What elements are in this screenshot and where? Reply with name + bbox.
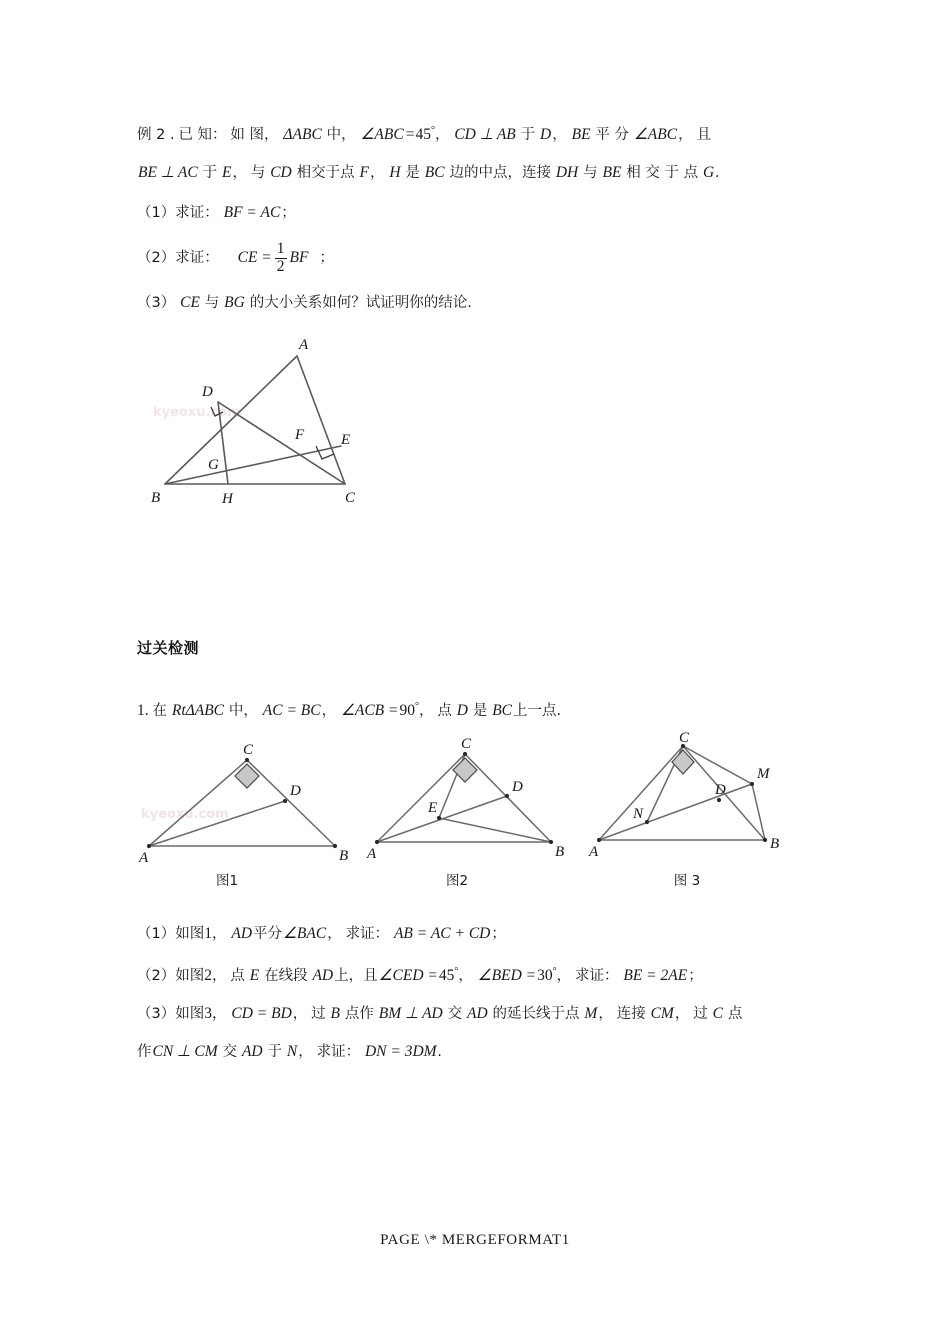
example-shi: 是 (405, 165, 420, 182)
check-q1-comma1: ， (321, 703, 337, 720)
sub-q3-comma: ， (211, 1006, 227, 1023)
example-dh: DH (555, 164, 579, 182)
fig1-vertex-D (283, 799, 287, 803)
figure-2-svg (367, 738, 597, 863)
sub-q1-number: （1） (137, 926, 176, 943)
fig2-label-C: C (461, 736, 472, 753)
example-statement-line2 (137, 154, 827, 192)
sub-q3-expression: DN = 3DM (364, 1043, 437, 1061)
sub-q3-fig-num: 3 (204, 1005, 212, 1023)
example-point-d: D (540, 126, 552, 144)
example-yu-with: 与 (250, 165, 266, 182)
fig2-segment-EB (439, 818, 551, 842)
degree-icon-2: ° (415, 701, 419, 713)
sub-q1-comma2: ， (327, 926, 342, 943)
example-yu2: 于 (202, 165, 218, 182)
fig3-segment-AM (599, 784, 752, 840)
sub-question-3-line1 (137, 995, 827, 1033)
sub-question-3-line2 (137, 1033, 827, 1071)
fig3-label-N: N (633, 806, 644, 823)
figure-3-container (589, 730, 827, 890)
figure-label-D: D (202, 384, 213, 401)
fig2-vertex-E (437, 816, 441, 820)
sub-q3-ad: AD (467, 1005, 488, 1023)
example-cd: CD (270, 164, 292, 182)
fig1-label-A: A (139, 850, 149, 867)
sub-q3-zuo2: 作 (137, 1044, 152, 1061)
sub-q3-yu: 于 (267, 1044, 282, 1061)
example-given-prefix: 已 知： (178, 127, 227, 144)
example-comma2: ， (552, 127, 567, 144)
q1-prove-label: 求证： (175, 205, 219, 222)
example-intersect-at: 相交于点 (296, 165, 355, 182)
q2-semicolon: ； (319, 250, 334, 267)
figure-label-F: F (295, 427, 305, 444)
figure-label-G: G (208, 457, 219, 474)
check-q1-bc: BC (492, 702, 513, 720)
check-q1-ac-eq-bc: AC = BC (262, 702, 321, 720)
sub-q2-comma3: ， (556, 968, 572, 985)
sub-q3-ad2: AD (241, 1043, 263, 1061)
sub-q1-ad: AD (231, 925, 253, 943)
fig1-vertex-C (245, 758, 249, 762)
figure-label-A: A (299, 337, 309, 354)
sub-q2-point-e: E (249, 967, 260, 985)
example-be: BE (571, 126, 591, 144)
sub-q3-comma4: ， (674, 1006, 690, 1023)
fig3-vertex-M (750, 782, 754, 786)
sub-q3-bm-perp-ad: BM ⊥ AD (378, 1005, 443, 1023)
sub-q1-comma: ， (211, 926, 227, 943)
example-bc: BC (424, 164, 445, 182)
sub-q2-ad: AD (312, 967, 334, 985)
q2-fraction (273, 241, 289, 275)
sub-q2-on-segment: 在线段 (264, 968, 308, 985)
fig1-label-B: B (339, 848, 349, 865)
example-label: 例 2 . (137, 127, 175, 144)
fig3-vertex-N (645, 820, 649, 824)
sub-q3-point-n: N (286, 1043, 298, 1061)
sub-q1-bisect: 平分 (253, 926, 283, 943)
fig2-vertex-C (463, 752, 467, 756)
example-cd-perp-ab: CD ⊥ AB (454, 126, 516, 144)
sub-q3-zuo: 点作 (344, 1006, 374, 1023)
example-comma5: ， (369, 165, 385, 182)
q3-yu: 与 (204, 295, 220, 312)
check-q1-point-d: D (456, 702, 468, 720)
sub-q1-angle-bac: ∠BAC (283, 925, 327, 943)
check-q1-deg90: 90 (399, 702, 415, 720)
example-intersect-at2: 相 交 于 点 (626, 165, 699, 182)
q1-semicolon: ； (281, 205, 296, 222)
example-be2: BE (602, 164, 622, 182)
q3-text: 的大小关系如何？试证明你的结论. (249, 295, 472, 312)
sub-q3-cd-eq-bd: CD = BD (231, 1005, 292, 1023)
fig3-segment-AC (599, 746, 683, 840)
example-question-1 (137, 194, 827, 232)
fig3-segment-CM (683, 746, 752, 784)
check-q1-comma2: ， (419, 703, 434, 720)
sub-q2-dian: 点 (230, 968, 245, 985)
fig2-vertex-B (549, 840, 553, 844)
fig3-label-M: M (757, 766, 770, 783)
fig1-segment-CB (247, 760, 335, 846)
example-bisects: 平 分 (595, 127, 630, 144)
figure-label-C: C (345, 490, 356, 507)
q1-expression: BF = AC (223, 204, 281, 222)
sub-q2-shang: 上， (334, 968, 364, 985)
sub-q3-dian: 点 (727, 1006, 743, 1023)
sub-q3-ru: 如图 (175, 1006, 205, 1023)
segment-AC (297, 356, 345, 484)
example-angle-abc2: ∠ABC (633, 126, 678, 144)
fig2-label-A: A (367, 846, 377, 863)
segment-BA (165, 356, 297, 484)
sub-q3-point-m: M (584, 1005, 598, 1023)
sub-q3-point-b: B (330, 1005, 340, 1023)
sub-q2-prove: 求证： (574, 968, 619, 985)
figure-1-container (137, 738, 367, 889)
example-comma1: ， (434, 127, 450, 144)
figure-3-svg (589, 730, 827, 863)
sub-q3-comma5: ， (298, 1044, 313, 1061)
sub-q3-prove: 求证： (316, 1044, 361, 1061)
example-comma3: ， (678, 127, 693, 144)
figure-label-B: B (151, 490, 161, 507)
example-bian-midpoint: 边的中点，连接 (449, 165, 551, 182)
figure-1-caption: 图1 (215, 873, 239, 890)
sub-q2-value1: 45 (438, 967, 455, 985)
fig3-label-C: C (679, 730, 690, 747)
q2-fraction-denominator: 2 (276, 257, 285, 275)
q2-lhs: CE = (237, 249, 272, 267)
example-question-2 (137, 232, 827, 284)
check-q1-dian: 点 (437, 703, 452, 720)
sub-q1-semicolon: ； (491, 926, 506, 943)
figure-label-H: H (222, 491, 233, 508)
example-statement-line1 (137, 112, 827, 154)
example-point-h: H (389, 164, 401, 182)
page-footer: PAGE \* MERGEFORMAT1 (380, 1232, 570, 1248)
degree-icon-4: ° (552, 966, 557, 978)
q2-rhs: BF (289, 249, 309, 267)
fig3-label-D: D (715, 782, 726, 799)
check-q1-zhong: 中， (228, 703, 258, 720)
sub-q1-expression: AB = AC + CD (393, 925, 491, 943)
sub-q3-guo: 过 (311, 1006, 326, 1023)
sub-q3-guo2: 过 (693, 1006, 708, 1023)
fig3-vertex-D (717, 798, 721, 802)
figure-2-container (367, 738, 597, 889)
sub-q2-semicolon: ； (688, 968, 703, 985)
check-q1-rt-triangle: RtΔABC (171, 702, 225, 720)
q3-number: （3） (137, 295, 176, 312)
example-be-perp-ac: BE ⊥ AC (138, 164, 198, 182)
example-qie: 且 (696, 127, 711, 144)
sub-q2-comma: ， (211, 968, 227, 985)
figure-1-svg (137, 738, 367, 867)
sub-q2-angle-ced: ∠CED = (378, 967, 438, 985)
fig3-label-B: B (770, 836, 780, 853)
check-q1-number: 1. (137, 702, 149, 720)
fig1-label-C: C (243, 742, 254, 759)
figures-row (137, 730, 827, 890)
sub-q2-comma2: ， (458, 968, 473, 985)
example-question-3 (137, 284, 827, 322)
figure-example2-svg (145, 334, 385, 509)
q3-bg: BG (224, 294, 245, 312)
figure1-watermark: kyeoxu.com (141, 807, 229, 823)
sub-q2-expression: BE = 2AE (623, 967, 688, 985)
fig3-vertex-B (763, 838, 767, 842)
fig1-label-D: D (290, 783, 301, 800)
example-triangle-abc: ΔABC (283, 126, 322, 144)
sub-q3-lianjie: 连接 (616, 1006, 646, 1023)
sub-q1-ru: 如图 (175, 926, 205, 943)
example-comma4: ， (232, 165, 247, 182)
example-point-f: F (359, 164, 369, 182)
example-with2: 与 (583, 165, 598, 182)
q3-ce: CE (180, 294, 200, 312)
fig2-label-B: B (555, 844, 565, 861)
figure-3-caption: 图 3 (673, 873, 701, 890)
figure-watermark: kyeoxu.com (153, 405, 241, 421)
document-content (137, 112, 827, 1071)
sub-q3-comma2: ， (292, 1006, 308, 1023)
fig1-segment-AC (149, 760, 247, 846)
fig2-segment-AC (377, 754, 465, 842)
example-yu1: 于 (520, 127, 536, 144)
q2-fraction-numerator: 1 (276, 240, 285, 258)
example-zhong: 中， (326, 127, 356, 144)
sub-q3-number: （3） (137, 1006, 176, 1023)
check-question-1 (137, 688, 827, 730)
example-period: . (715, 164, 720, 182)
q2-prove-label: 求证： (175, 250, 219, 267)
sub-q2-angle-bed: ∠BED = (477, 967, 537, 985)
sub-q3-comma3: ， (598, 1006, 613, 1023)
section-title-check: 过关检测 (137, 639, 200, 658)
sub-q3-cm: CM (650, 1005, 674, 1023)
fig3-vertex-A (597, 838, 601, 842)
fig1-vertex-B (333, 844, 337, 848)
sub-q3-jiao: 交 (447, 1006, 463, 1023)
fig2-vertex-A (375, 840, 379, 844)
sub-q3-extension: 的延长线于点 (492, 1006, 580, 1023)
fig1-vertex-A (147, 844, 151, 848)
example-point-e: E (221, 164, 232, 182)
sub-q2-ru: 如图 (175, 968, 205, 985)
degree-icon-3: ° (454, 966, 459, 978)
sub-q1-prove: 求证： (345, 926, 390, 943)
sub-q3-cn-perp-cm: CN ⊥ CM (152, 1043, 218, 1061)
sub-q2-fig-num: 2 (204, 967, 212, 985)
figure-label-E: E (341, 432, 351, 449)
example-eq1: = (405, 126, 415, 144)
sub-question-1 (137, 915, 827, 953)
degree-icon: ° (430, 125, 435, 136)
sub-q1-fig-num: 1 (204, 925, 212, 943)
q2-number: （2） (137, 250, 176, 267)
example-point-g: G (703, 164, 715, 182)
sub-q3-jiao2: 交 (222, 1044, 238, 1061)
check-q1-tail: 上一点. (513, 703, 562, 720)
sub-question-2 (137, 953, 827, 995)
figure-2-caption: 图2 (445, 873, 469, 890)
check-q1-angle-acb: ∠ACB = (340, 702, 399, 720)
fig2-vertex-D (505, 794, 509, 798)
example-as-shown: 如 图， (230, 127, 279, 144)
sub-q3-period: . (437, 1043, 442, 1061)
sub-q2-qie: 且 (363, 968, 378, 985)
check-q1-zai: 在 (152, 703, 167, 720)
example-angle-abc: ∠ABC (360, 126, 404, 144)
sub-q3-point-c: C (712, 1005, 723, 1023)
fig2-label-D: D (512, 779, 523, 796)
sub-q2-number: （2） (137, 968, 176, 985)
figure-example2 (145, 334, 827, 509)
segment-DC (218, 402, 345, 484)
fig2-label-E: E (428, 800, 438, 817)
sub-q2-value2: 30 (537, 967, 553, 985)
fig3-label-A: A (589, 844, 599, 861)
q1-number: （1） (137, 205, 176, 222)
fig2-segment-CB (465, 754, 551, 842)
check-q1-shi: 是 (472, 703, 488, 720)
example-deg45: 45 (415, 126, 431, 144)
